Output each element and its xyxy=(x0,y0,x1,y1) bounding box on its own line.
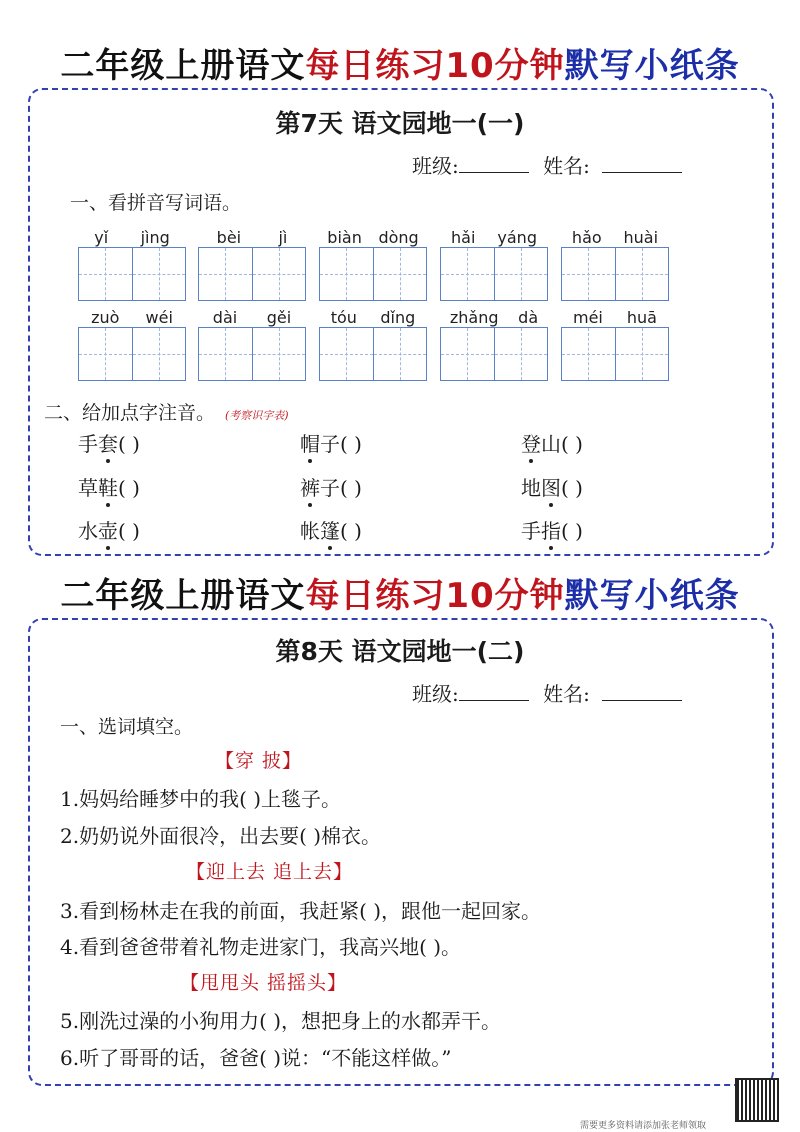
pinyin: dài xyxy=(212,308,238,327)
zhuyin-item[interactable] xyxy=(300,472,362,501)
banner-part2: 每日练习10分钟 xyxy=(305,46,565,86)
day7-word-group-9 xyxy=(440,308,548,381)
pinyin: huài xyxy=(623,228,659,247)
day7-class-name-line xyxy=(412,150,682,179)
dotted-char: 图 xyxy=(541,472,561,501)
qr-code-icon xyxy=(735,1078,779,1122)
dotted-char: 帽 xyxy=(300,428,320,457)
day7-word-group-8 xyxy=(319,308,427,381)
day7-word-group-10 xyxy=(561,308,669,381)
pinyin: tóu xyxy=(330,308,357,327)
writing-grid[interactable] xyxy=(561,327,669,381)
pinyin: méi xyxy=(573,308,603,327)
pinyin: gěi xyxy=(266,308,292,327)
pinyin: huā xyxy=(626,308,657,327)
pinyin: dà xyxy=(518,308,539,327)
zhuyin-item[interactable] xyxy=(300,428,362,457)
answer-blank: ( ) xyxy=(561,476,583,500)
options-2: 【迎上去 追上去】 xyxy=(186,861,354,883)
answer-blank: 子( ) xyxy=(320,432,362,456)
writing-grid[interactable] xyxy=(78,327,186,381)
pinyin: wéi xyxy=(145,308,173,327)
char: 手 xyxy=(78,432,98,456)
banner-title-bottom xyxy=(0,568,800,617)
options-3: 【甩甩头 摇摇头】 xyxy=(180,972,348,994)
day8-title: 第8天 语文园地一(二) xyxy=(275,637,525,666)
banner-part1: 二年级上册语文 xyxy=(60,46,306,86)
writing-grid[interactable] xyxy=(198,247,306,301)
zhuyin-item[interactable] xyxy=(78,428,140,457)
day7-word-group-1 xyxy=(78,228,186,301)
day7-word-group-7 xyxy=(198,308,306,381)
question-6[interactable]: 6.听了哥哥的话，爸爸( )说：“不能这样做。” xyxy=(60,1046,452,1070)
question-4[interactable]: 4.看到爸爸带着礼物走进家门，我高兴地( )。 xyxy=(60,935,462,959)
answer-blank: ( ) xyxy=(561,519,583,543)
dotted-char: 裤 xyxy=(300,472,320,501)
pinyin: hǎi xyxy=(451,228,476,247)
banner-part3: 默写小纸条 xyxy=(564,46,740,86)
pinyin: jìng xyxy=(140,228,170,247)
zhuyin-item[interactable] xyxy=(521,472,583,501)
dotted-char: 篷 xyxy=(320,515,340,544)
question-2[interactable]: 2.奶奶说外面很冷，出去要( )棉衣。 xyxy=(60,824,382,848)
section2-note: (考察识字表) xyxy=(225,409,289,422)
question-5[interactable]: 5.刚洗过澡的小狗用力( )，想把身上的水都弄干。 xyxy=(60,1009,502,1033)
dotted-char: 鞋 xyxy=(98,472,118,501)
pinyin: dǐng xyxy=(380,308,416,327)
banner-part3: 默写小纸条 xyxy=(564,576,740,616)
pinyin: zuò xyxy=(91,308,120,327)
pinyin: bèi xyxy=(216,228,242,247)
day8-name-label: 姓名: xyxy=(543,682,590,706)
writing-grid[interactable] xyxy=(78,247,186,301)
pinyin: yǐ xyxy=(94,228,109,247)
day8-section1-heading: 一、选词填空。 xyxy=(60,716,194,738)
pinyin: biàn xyxy=(327,228,362,247)
pinyin: zhǎng xyxy=(449,308,499,327)
answer-blank: 山( ) xyxy=(541,432,583,456)
pinyin: yáng xyxy=(497,228,537,247)
char: 地 xyxy=(521,476,541,500)
char: 帐 xyxy=(300,519,320,543)
day7-name-blank[interactable] xyxy=(602,152,682,173)
banner-part1: 二年级上册语文 xyxy=(60,576,306,616)
writing-grid[interactable] xyxy=(319,327,427,381)
day8-class-label: 班级: xyxy=(412,682,459,706)
answer-blank: ( ) xyxy=(118,519,140,543)
writing-grid[interactable] xyxy=(198,327,306,381)
day8-class-blank[interactable] xyxy=(459,680,529,701)
writing-grid[interactable] xyxy=(561,247,669,301)
day7-class-label: 班级: xyxy=(412,154,459,178)
pinyin: jì xyxy=(278,228,288,247)
day7-section1-heading: 一、看拼音写词语。 xyxy=(70,192,242,214)
answer-blank: ( ) xyxy=(118,432,140,456)
day8-class-name-line xyxy=(412,678,682,707)
dotted-char: 登 xyxy=(521,428,541,457)
char: 草 xyxy=(78,476,98,500)
zhuyin-item[interactable] xyxy=(78,515,140,544)
char: 水 xyxy=(78,519,98,543)
day7-word-group-6 xyxy=(78,308,186,381)
day7-class-blank[interactable] xyxy=(459,152,529,173)
footer-note: 需要更多资料请添加张老师领取 xyxy=(580,1121,707,1131)
section2-label: 二、给加点字注音。 xyxy=(44,402,216,424)
writing-grid[interactable] xyxy=(440,247,548,301)
dotted-char: 指 xyxy=(541,515,561,544)
zhuyin-item[interactable] xyxy=(300,515,362,544)
day7-title: 第7天 语文园地一(一) xyxy=(275,109,525,138)
char: 手 xyxy=(521,519,541,543)
writing-grid[interactable] xyxy=(319,247,427,301)
day7-word-group-2 xyxy=(198,228,306,301)
question-1[interactable]: 1.妈妈给睡梦中的我( )上毯子。 xyxy=(60,787,342,811)
banner-title-top xyxy=(0,38,800,87)
zhuyin-item[interactable] xyxy=(521,428,583,457)
day8-name-blank[interactable] xyxy=(602,680,682,701)
options-1: 【穿 披】 xyxy=(215,750,303,772)
day7-word-group-3 xyxy=(319,228,427,301)
day7-name-label: 姓名: xyxy=(543,154,590,178)
question-3[interactable]: 3.看到杨林走在我的前面，我赶紧( )，跟他一起回家。 xyxy=(60,899,542,923)
dotted-char: 壶 xyxy=(98,515,118,544)
pinyin: dòng xyxy=(378,228,419,247)
dotted-char: 套 xyxy=(98,428,118,457)
day7-word-group-4 xyxy=(440,228,548,301)
writing-grid[interactable] xyxy=(440,327,548,381)
day7-word-group-5 xyxy=(561,228,669,301)
zhuyin-item[interactable] xyxy=(78,472,140,501)
banner-part2: 每日练习10分钟 xyxy=(305,576,565,616)
zhuyin-item[interactable] xyxy=(521,515,583,544)
answer-blank: ( ) xyxy=(340,519,362,543)
answer-blank: 子( ) xyxy=(320,476,362,500)
pinyin: hǎo xyxy=(571,228,602,247)
day7-section2-heading xyxy=(44,398,289,425)
answer-blank: ( ) xyxy=(118,476,140,500)
